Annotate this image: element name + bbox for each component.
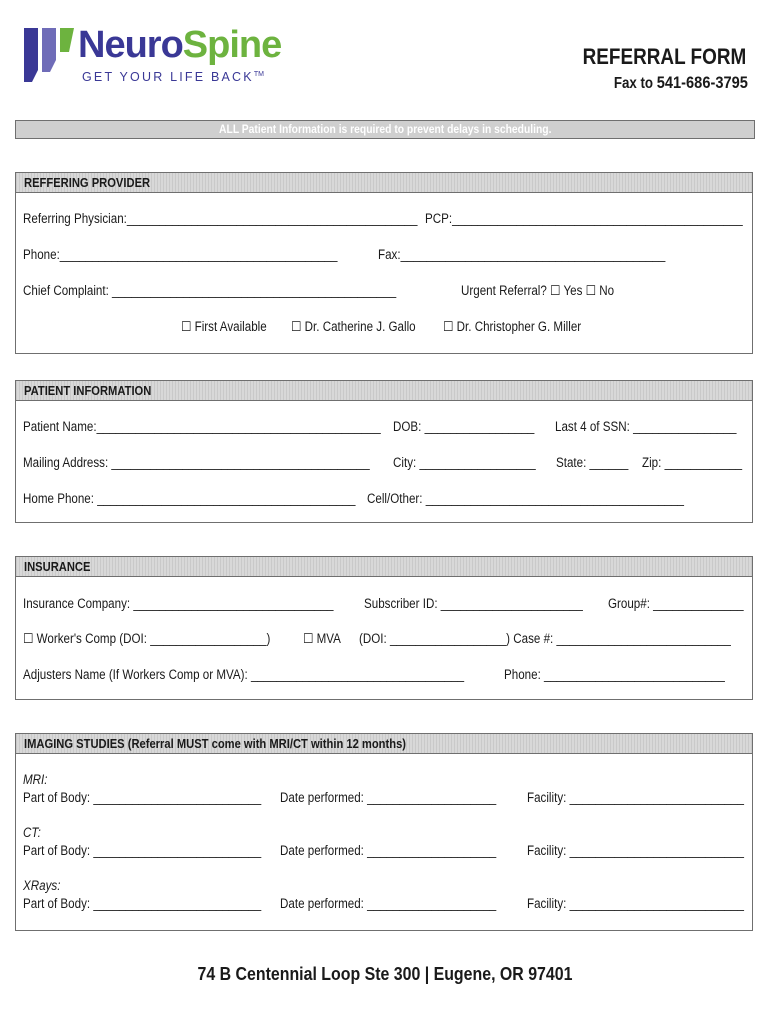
brand-name-part1: Neuro <box>78 24 183 66</box>
insurance-section <box>15 556 753 700</box>
brand-name-part2: Spine <box>182 24 282 66</box>
clinic-address-footer: 74 B Centennial Loop Ste 300 | Eugene, OR 97401 <box>197 963 573 984</box>
patient-name-field[interactable]: Patient Name:____________________________________________ <box>23 419 381 434</box>
form-title: REFERRAL FORM <box>582 44 746 69</box>
ssn-last4-field[interactable]: Last 4 of SSN: ________________ <box>555 419 737 434</box>
section-header: IMAGING STUDIES (Referral MUST come with MRI/CT within 12 months) <box>16 734 752 754</box>
dr-miller-checkbox[interactable]: ☐ Dr. Christopher G. Miller <box>443 319 582 334</box>
chief-complaint-field[interactable]: Chief Complaint: ____________________________________________ <box>23 283 397 298</box>
mva-checkbox[interactable]: ☐ MVA <box>303 631 341 646</box>
mva-doi-case-field[interactable]: (DOI: __________________) Case #: ___________________________ <box>359 631 731 646</box>
ct-label: CT: <box>23 825 41 840</box>
dob-field[interactable]: DOB: _________________ <box>393 419 535 434</box>
dr-gallo-checkbox[interactable]: ☐ Dr. Catherine J. Gallo <box>291 319 416 334</box>
mri-label: MRI: <box>23 772 48 787</box>
trademark-mark: TM <box>253 70 264 78</box>
provider-phone-field[interactable]: Phone:___________________________________________ <box>23 247 338 262</box>
zip-field[interactable]: Zip: ____________ <box>642 455 743 470</box>
mri-facility-field[interactable]: Facility: ___________________________ <box>527 790 744 805</box>
section-header: REFFERING PROVIDER <box>16 173 752 193</box>
neurospine-logo-mark-icon <box>22 26 78 84</box>
city-field[interactable]: City: __________________ <box>393 455 536 470</box>
referring-provider-section <box>15 172 753 354</box>
xrays-label: XRays: <box>23 878 61 893</box>
mri-part-field[interactable]: Part of Body: __________________________ <box>23 790 262 805</box>
tagline-text: GET YOUR LIFE BACK <box>82 70 254 84</box>
home-phone-field[interactable]: Home Phone: ________________________________________ <box>23 491 356 506</box>
workers-comp-checkbox[interactable]: ☐ Worker's Comp (DOI: __________________) <box>23 631 271 646</box>
adjusters-name-field[interactable]: Adjusters Name (If Workers Comp or MVA): _________________________________ <box>23 667 465 682</box>
referring-physician-field[interactable]: Referring Physician:_____________________________________________ <box>23 211 418 226</box>
ct-date-field[interactable]: Date performed: ____________________ <box>280 843 497 858</box>
patient-information-section <box>15 380 753 523</box>
mri-date-field[interactable]: Date performed: ____________________ <box>280 790 497 805</box>
ct-part-field[interactable]: Part of Body: __________________________ <box>23 843 262 858</box>
section-header: PATIENT INFORMATION <box>16 381 752 401</box>
brand-tagline <box>82 70 264 84</box>
fax-prefix: Fax to <box>613 75 654 92</box>
pcp-field[interactable]: PCP:_____________________________________________ <box>425 211 743 226</box>
fax-instruction <box>592 73 748 93</box>
provider-fax-field[interactable]: Fax:_________________________________________ <box>378 247 666 262</box>
group-number-field[interactable]: Group#: ______________ <box>608 596 744 611</box>
xrays-date-field[interactable]: Date performed: ____________________ <box>280 896 497 911</box>
section-header: INSURANCE <box>16 557 752 577</box>
state-field[interactable]: State: ______ <box>556 455 629 470</box>
urgent-referral-checkboxes[interactable]: Urgent Referral? ☐ Yes ☐ No <box>461 283 615 298</box>
imaging-studies-section <box>15 733 753 931</box>
insurance-company-field[interactable]: Insurance Company: _______________________________ <box>23 596 334 611</box>
mailing-address-field[interactable]: Mailing Address: ________________________________________ <box>23 455 370 470</box>
fax-number: 541-686-3795 <box>656 73 748 92</box>
first-available-checkbox[interactable]: ☐ First Available <box>181 319 267 334</box>
xrays-facility-field[interactable]: Facility: ___________________________ <box>527 896 744 911</box>
brand-wordmark <box>78 24 281 67</box>
xrays-part-field[interactable]: Part of Body: __________________________ <box>23 896 262 911</box>
ct-facility-field[interactable]: Facility: ___________________________ <box>527 843 744 858</box>
notice-banner: ALL Patient Information is required to prevent delays in scheduling. <box>15 120 755 139</box>
adjuster-phone-field[interactable]: Phone: ____________________________ <box>504 667 725 682</box>
subscriber-id-field[interactable]: Subscriber ID: ______________________ <box>364 596 583 611</box>
cell-phone-field[interactable]: Cell/Other: ________________________________________ <box>367 491 684 506</box>
